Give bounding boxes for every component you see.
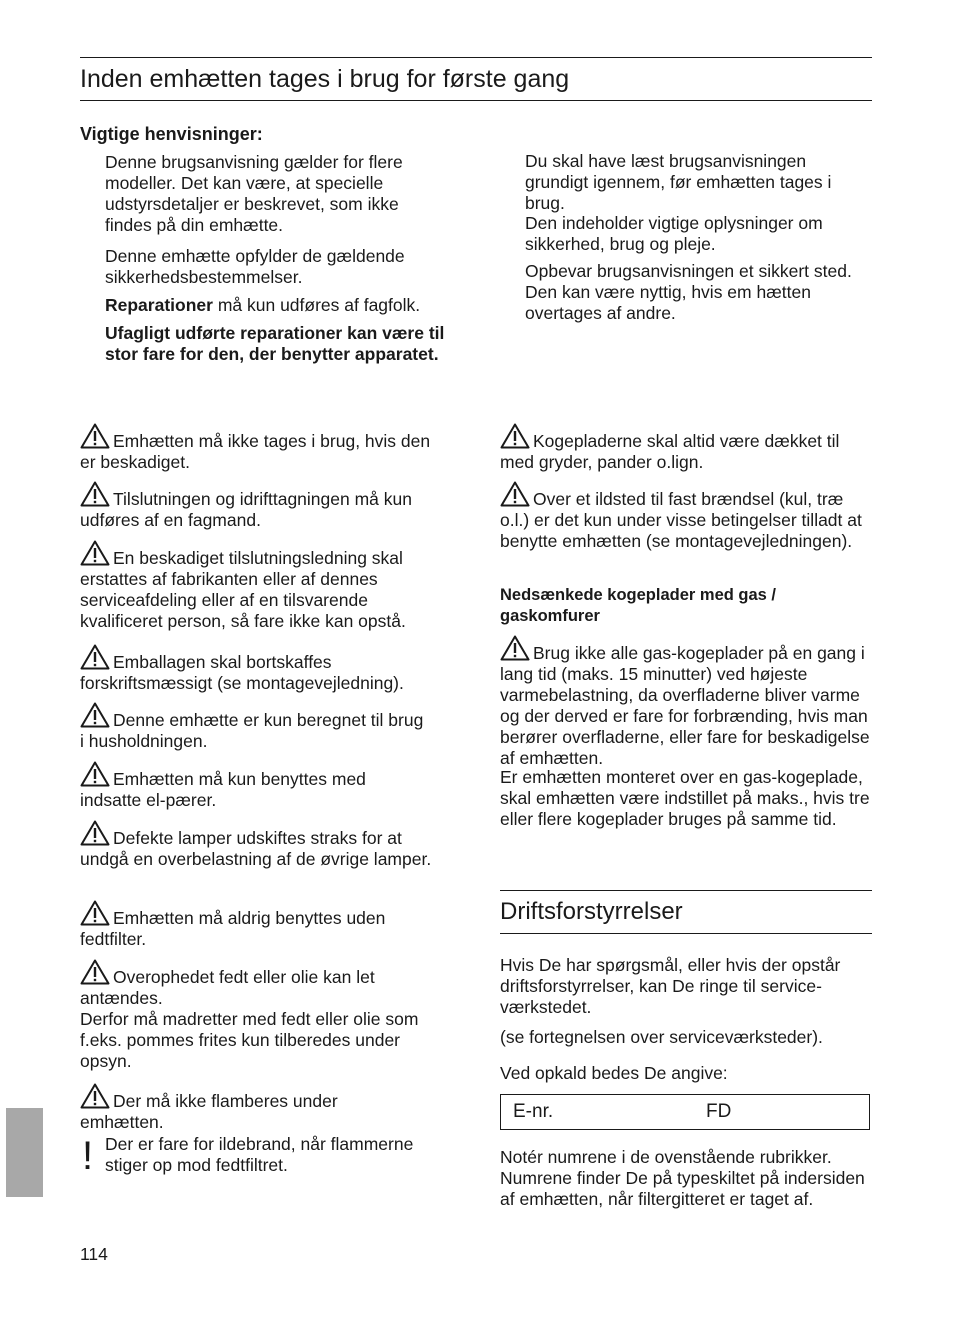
warning-triangle-icon (80, 540, 110, 566)
warning-triangle-icon (80, 644, 110, 670)
repair-rest: må kun udføres af fagfolk. (212, 295, 421, 315)
title-rule-bottom (80, 100, 872, 101)
warning-triangle-icon (80, 1083, 110, 1109)
notes-right-2: Den indeholder vigtige oplysninger om sikkerhed, brug og pleje. (525, 213, 823, 254)
warning-triangle-icon (500, 481, 530, 507)
fd-label: FD (706, 1101, 732, 1122)
title-rule-top (80, 57, 872, 58)
warning-left-10: Der må ikke flamberes under emhætten. (80, 1083, 380, 1133)
warning-left-5: Denne emhætte er kun beregnet til brug i husholdningen. (80, 702, 425, 752)
page-title: Inden emhætten tages i brug for første gang (80, 65, 570, 93)
warning-triangle-icon (80, 761, 110, 787)
warning-left-9-cont: Derfor må madretter med fedt eller olie som f.eks. pommes frites kun tilberedes under opsyn. (80, 1009, 419, 1071)
notes-repair (105, 295, 465, 316)
notes-left-2: Denne emhætte opfylder de gældende sikkerhedsbestemmelser. (105, 246, 405, 287)
notes-right-1: Du skal have læst brugsanvisningen grundigt igennem, før emhætten tages i brug. (525, 151, 832, 213)
warning-triangle-icon (500, 635, 530, 661)
warning-triangle-icon (80, 702, 110, 728)
repair-bold: Reparationer (105, 295, 213, 315)
warning-left-1: Emhætten må ikke tages i brug, hvis den er beskadiget. (80, 423, 445, 473)
warning-left-4: Emballagen skal bortskaffes forskriftsmæssigt (se montagevejledning). (80, 644, 445, 694)
warning-left-6: Emhætten må kun benyttes med indsatte el-pærer. (80, 761, 425, 811)
exclamation-icon: ! (82, 1134, 94, 1178)
notes-left-1: Denne brugsanvisning gælder for flere modeller. Det kan være, at specielle udstyrsdetaljer er beskrevet, som ikke findes på din emhætte. (105, 152, 403, 235)
service-rule-bottom (500, 933, 872, 934)
notes-right-3: Opbevar brugsanvisningen et sikkert sted. Den kan være nyttig, hvis em hætten overtages af andre. (525, 261, 852, 323)
notes-danger: Ufagligt udførte reparationer kan være til stor fare for den, der benytter apparatet. (105, 323, 445, 364)
warning-triangle-icon (500, 423, 530, 449)
fire-note: Der er fare for ildebrand, når flammerne stiger op mod fedtfiltret. (105, 1134, 414, 1175)
language-tab-marker (6, 1108, 43, 1197)
gas-heading: Nedsænkede kogeplader med gas / gaskomfurer (500, 586, 777, 625)
warning-right-1: Kogepladerne skal altid være dækket til med gryder, pander o.lign. (500, 423, 875, 473)
gas-note: Er emhætten monteret over en gas-kogeplade, skal emhætten være indstillet på maks., hvis tre eller flere kogeplader bruges på samme tid. (500, 767, 870, 829)
warning-triangle-icon (80, 481, 110, 507)
warning-left-7: Defekte lamper udskiftes straks for at undgå en overbelastning af de øvrige lamper. (80, 820, 445, 870)
gas-warning: Brug ikke alle gas-kogeplader på en gang i lang tid (maks. 15 minutter) ved højeste varmebelastning, da overfladerne bliver varme og der derved er fare for forbrænding, hvis man berører overfladerne, eller fare for beskadigelse af emhætten. (500, 635, 875, 769)
warning-left-8: Emhætten må aldrig benyttes uden fedtfilter. (80, 900, 425, 950)
service-p4: Notér numrene i de ovenstående rubrikker. Numrene finder De på typeskiltet på indersiden af emhætten, når filtergitteret er taget af. (500, 1147, 865, 1209)
warning-triangle-icon (80, 959, 110, 985)
service-rule-top (500, 890, 872, 891)
enr-fd-box[interactable] (500, 1094, 870, 1130)
enr-label: E-nr. (513, 1101, 554, 1122)
service-p2: (se fortegnelsen over serviceværksteder). (500, 1027, 823, 1047)
service-p1: Hvis De har spørgsmål, eller hvis der opstår driftsforstyrrelser, kan De ringe til service-værkstedet. (500, 955, 841, 1017)
warning-triangle-icon (80, 900, 110, 926)
warning-left-9: Overophedet fedt eller olie kan let antændes. (80, 959, 415, 1009)
service-p3: Ved opkald bedes De angive: (500, 1063, 728, 1083)
warning-left-3: En beskadiget tilslutningsledning skal erstattes af fabrikanten eller af dennes serviceafdeling eller af en tilsvarende kvalificeret person, så fare ikke kan opstå. (80, 540, 445, 632)
service-heading: Driftsforstyrrelser (500, 898, 683, 925)
warning-left-2: Tilslutningen og idrifttagningen må kun udføres af en fagmand. (80, 481, 445, 531)
warning-triangle-icon (80, 423, 110, 449)
page-number: 114 (80, 1244, 108, 1264)
warning-triangle-icon (80, 820, 110, 846)
warning-right-2: Over et ildsted til fast brændsel (kul, træ o.l.) er det kun under visse betingelser tilladt at benytte emhætten (se montagevejledningen). (500, 481, 865, 552)
notes-heading: Vigtige henvisninger: (80, 124, 263, 144)
